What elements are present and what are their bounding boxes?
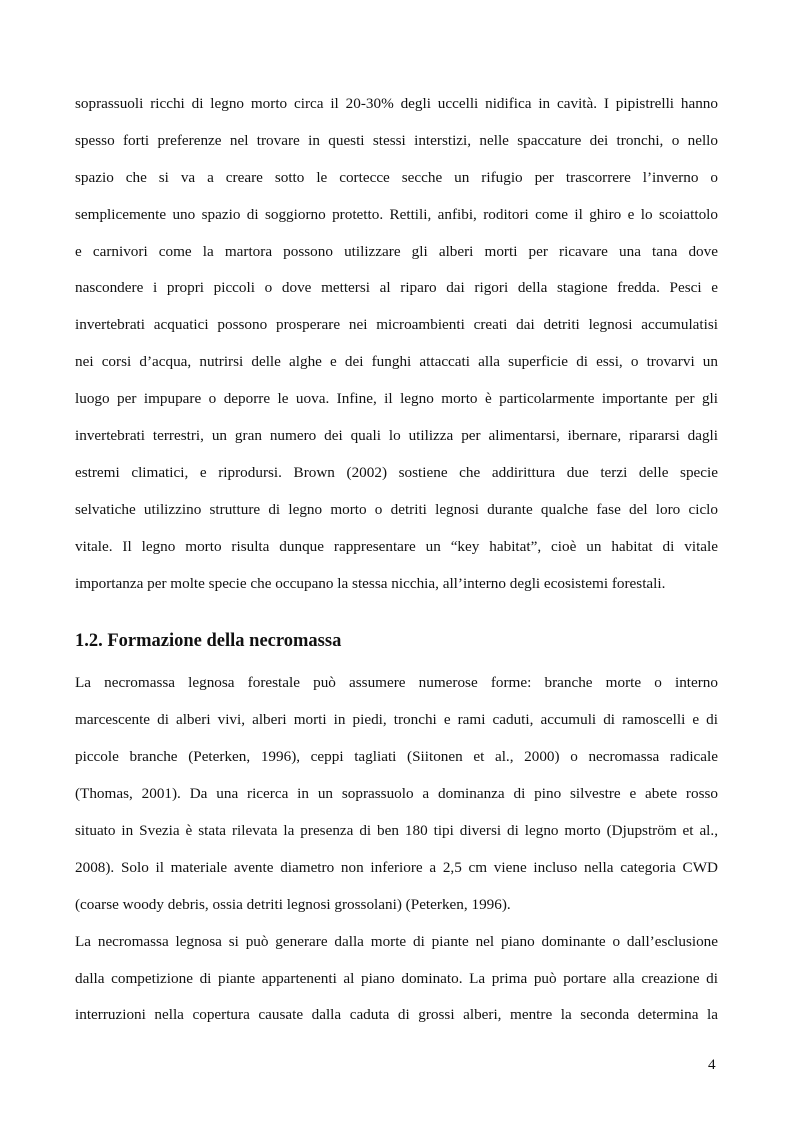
text-line: marcescente di alberi vivi, alberi morti in piedi, tronchi e rami caduti, accumuli di ramoscelli e di: [75, 711, 718, 729]
paragraph-necromass-generation: [75, 924, 718, 1035]
text-line: vitale. Il legno morto risulta dunque rappresentare un “key habitat”, cioè un habitat di vitale: [75, 537, 718, 555]
text-line: nei corsi d’acqua, nutrirsi delle alghe e dei funghi attaccati alla superficie di essi, o trovarvi un: [75, 353, 718, 371]
text-line: invertebrati acquatici possono prosperare nei microambienti creati dai detriti legnosi accumulatisi: [75, 316, 718, 334]
text-line: 2008). Solo il materiale avente diametro non inferiore a 2,5 cm viene incluso nella categoria CWD: [75, 858, 718, 876]
text-line: situato in Svezia è stata rilevata la presenza di ben 180 tipi diversi di legno morto (Djupström et al.,: [75, 822, 718, 840]
text-line: (coarse woody debris, ossia detriti legnosi grossolani) (Peterken, 1996).: [75, 895, 511, 913]
text-line: nascondere i propri piccoli o dove mettersi al riparo dai rigori della stagione fredda. Pesci e: [75, 279, 718, 297]
text-line: invertebrati terrestri, un gran numero dei quali lo utilizza per alimentarsi, ibernare, ripararsi dagli: [75, 427, 718, 445]
text-line: semplicemente uno spazio di soggiorno protetto. Rettili, anfibi, roditori come il ghiro e lo scoiattolo: [75, 205, 718, 223]
section-heading: 1.2. Formazione della necromassa: [75, 631, 342, 652]
paragraph-necromass-forms: [75, 665, 718, 923]
page-number: 4: [708, 1056, 716, 1073]
document-body: [75, 86, 718, 1034]
text-line: selvatiche utilizzino strutture di legno morto o detriti legnosi durante qualche fase del loro ciclo: [75, 500, 718, 518]
text-line: dalla competizione di piante appartenenti al piano dominato. La prima può portare alla creazione di: [75, 969, 718, 987]
text-line: e carnivori come la martora possono utilizzare gli alberi morti per ricavare una tana dove: [75, 242, 718, 260]
text-line: interruzioni nella copertura causate dalla caduta di grossi alberi, mentre la seconda determina la: [75, 1006, 718, 1024]
text-line: La necromassa legnosa si può generare dalla morte di piante nel piano dominante o dall’esclusione: [75, 932, 718, 950]
text-line: importanza per molte specie che occupano la stessa nicchia, all’interno degli ecosistemi forestali.: [75, 574, 666, 592]
text-line: spazio che si va a creare sotto le cortecce secche un rifugio per trascorrere l’inverno o: [75, 168, 718, 186]
text-line: soprassuoli ricchi di legno morto circa il 20-30% degli uccelli nidifica in cavità. I pipistrelli hanno: [75, 95, 718, 112]
text-line: La necromassa legnosa forestale può assumere numerose forme: branche morte o interno: [75, 674, 718, 692]
text-line: spesso forti preferenze nel trovare in questi stessi interstizi, nelle spaccature dei tronchi, o nello: [75, 131, 718, 149]
text-line: luogo per impupare o deporre le uova. Infine, il legno morto è particolarmente importante per gli: [75, 390, 718, 408]
text-line: piccole branche (Peterken, 1996), ceppi tagliati (Siitonen et al., 2000) o necromassa radicale: [75, 748, 718, 766]
text-line: (Thomas, 2001). Da una ricerca in un soprassuolo a dominanza di pino silvestre e abete rosso: [75, 785, 718, 803]
paragraph-dead-wood-habitat: [75, 86, 718, 602]
text-line: estremi climatici, e riprodursi. Brown (2002) sostiene che addirittura due terzi delle specie: [75, 463, 718, 481]
